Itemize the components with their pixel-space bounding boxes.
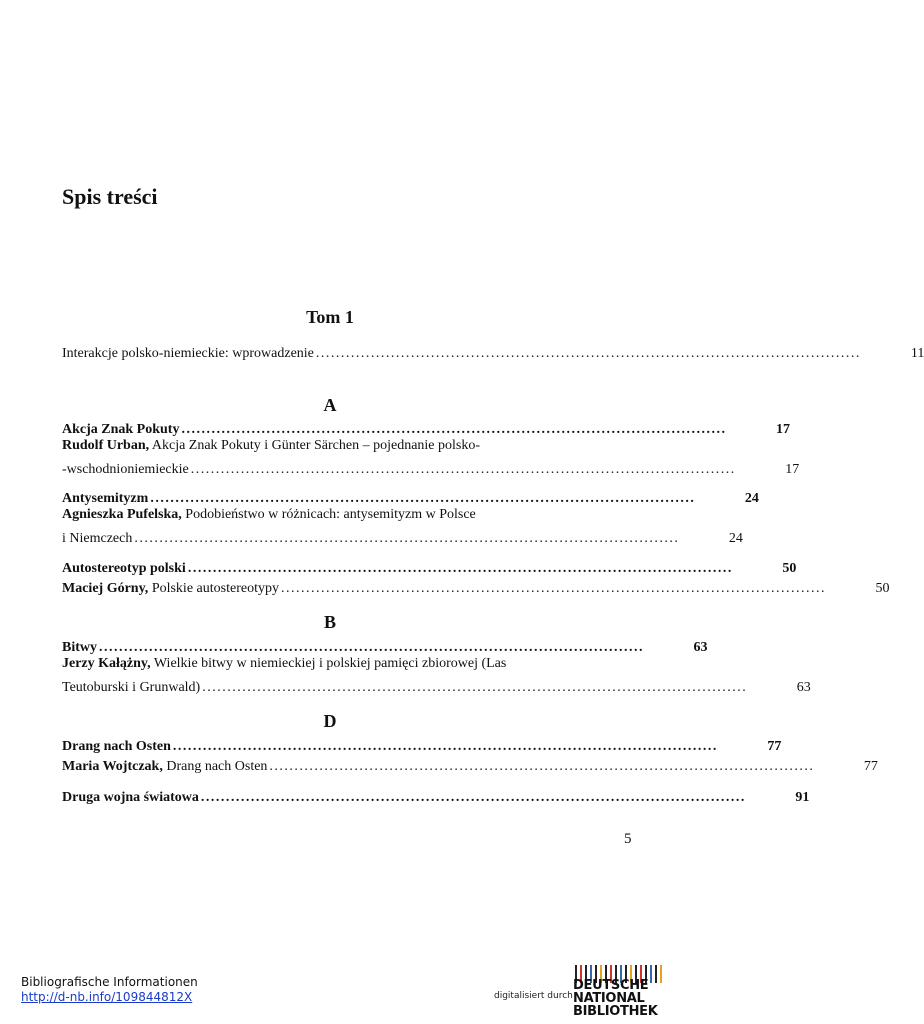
digitized-by-label: digitalisiert durch — [494, 991, 573, 1001]
toc-entry-antysemityzm[interactable] — [62, 487, 759, 507]
dnb-logo-line3: BIBLIOTHEK — [573, 1004, 658, 1019]
article-title-continued: Teutoburski i Grunwald) — [62, 680, 201, 695]
toc-entry-title: Antysemityzm — [62, 491, 149, 506]
leader-dots — [316, 346, 859, 362]
toc-entry-bitwy[interactable] — [62, 636, 708, 656]
section-letter-d: D — [323, 711, 337, 731]
toc-page-number: 50 — [782, 561, 797, 576]
toc-article-gorny[interactable] — [62, 577, 890, 597]
toc-page-number: 24 — [728, 531, 743, 546]
bibliographic-link[interactable]: http://d-nb.info/109844812X — [21, 990, 193, 1004]
toc-entry-title: Drang nach Osten — [62, 739, 171, 754]
bibliographic-label: Bibliografische Informationen — [21, 975, 198, 989]
leader-dots — [281, 581, 824, 597]
leader-dots — [191, 462, 734, 478]
article-title: Polskie autostereotypy — [148, 581, 279, 596]
bibliographic-info — [21, 975, 198, 1005]
article-author: Maciej Górny, — [62, 581, 149, 596]
page-title: Spis treści — [62, 184, 158, 209]
toc-article-kalazny-line1[interactable] — [62, 656, 598, 676]
toc-entry-title: Druga wojna światowa — [62, 790, 199, 805]
article-title-continued: -wschodnioniemieckie — [62, 462, 189, 477]
leader-dots — [99, 640, 642, 656]
toc-entry-title: Autostereotyp polski — [62, 561, 186, 576]
leader-dots — [134, 531, 677, 547]
toc-page-number: 24 — [744, 491, 759, 506]
article-author: Maria Wojtczak, — [62, 759, 163, 774]
toc-entry-title: Akcja Znak Pokuty — [62, 422, 180, 437]
section-letter-a: A — [323, 395, 337, 415]
dnb-logo — [573, 965, 665, 1021]
dnb-logo-line2: NATIONAL — [573, 991, 645, 1006]
leader-dots — [201, 790, 744, 806]
toc-page-number: 11 — [910, 346, 924, 361]
article-title-continued: i Niemczech — [62, 531, 133, 546]
article-title: Akcja Znak Pokuty i Günter Särchen – pojednanie polsko- — [149, 438, 481, 453]
section-letter-b: B — [323, 612, 336, 632]
leader-dots — [202, 680, 745, 696]
toc-article-pufelska-line2[interactable] — [62, 527, 743, 547]
toc-entry-intro[interactable] — [62, 342, 924, 362]
leader-dots — [150, 491, 693, 507]
toc-entry-akcja[interactable] — [62, 418, 790, 438]
leader-dots — [181, 422, 724, 438]
toc-article-urban-line1[interactable] — [62, 438, 598, 458]
toc-entry-text: Interakcje polsko-niemieckie: wprowadzenie — [62, 346, 314, 361]
dnb-logo-line1: DEUTSCHE — [573, 978, 649, 993]
toc-article-wojtczak[interactable] — [62, 755, 878, 775]
toc-page-number: 17 — [775, 422, 790, 437]
toc-page-number: 50 — [875, 581, 890, 596]
page-number: 5 — [624, 831, 632, 847]
toc-entry-autostereotyp[interactable] — [62, 557, 797, 577]
article-title: Podobieństwo w różnicach: antysemityzm w Polsce — [181, 507, 476, 522]
toc-page-number: 91 — [795, 790, 810, 805]
toc-page-number: 63 — [796, 680, 811, 695]
article-author: Agnieszka Pufelska, — [62, 507, 182, 522]
toc-entry-druga-wojna[interactable] — [62, 786, 810, 806]
leader-dots — [269, 759, 812, 775]
leader-dots — [188, 561, 731, 577]
article-author: Jerzy Kałążny, — [62, 656, 151, 671]
article-title: Drang nach Osten — [162, 759, 268, 774]
toc-page-number: 77 — [767, 739, 782, 754]
toc-page-number: 63 — [693, 640, 708, 655]
toc-article-pufelska-line1[interactable] — [62, 507, 598, 527]
article-title: Wielkie bitwy w niemieckiej i polskiej pamięci zbiorowej (Las — [150, 656, 507, 671]
leader-dots — [173, 739, 716, 755]
volume-title: Tom 1 — [306, 307, 354, 327]
toc-article-kalazny-line2[interactable] — [62, 676, 811, 696]
toc-entry-title: Bitwy — [62, 640, 97, 655]
toc-page-number: 17 — [785, 462, 800, 477]
article-author: Rudolf Urban, — [62, 438, 150, 453]
toc-entry-drang[interactable] — [62, 735, 782, 755]
toc-article-urban-line2[interactable] — [62, 458, 800, 478]
toc-page-number: 77 — [863, 759, 878, 774]
